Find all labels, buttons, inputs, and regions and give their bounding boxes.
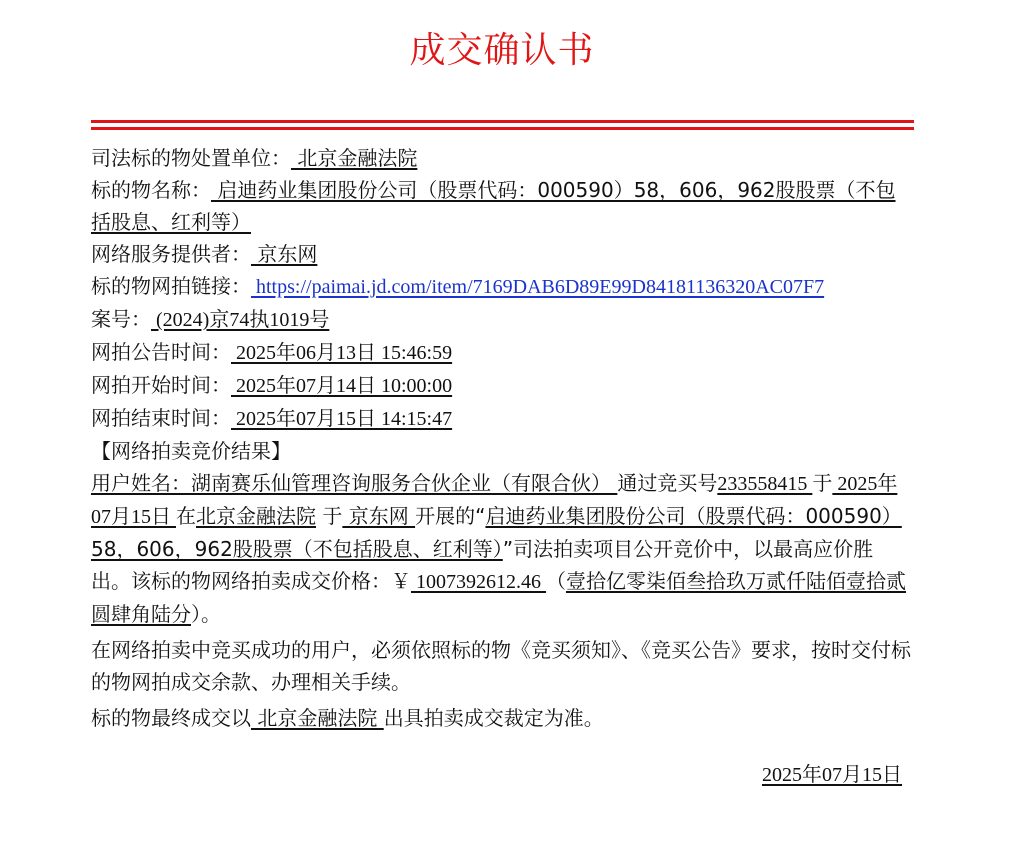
field-end-time — [91, 402, 911, 435]
result-text: 通过竞买号 — [617, 471, 718, 495]
field-value: 京东网 — [251, 242, 318, 266]
result-text: 在 — [176, 504, 196, 528]
field-value: 2025年07月14日 10:00:00 — [231, 375, 453, 397]
result-heading: 【网络拍卖竞价结果】 — [91, 439, 291, 463]
result-platform: 京东网 — [342, 504, 416, 528]
result-text: （ — [546, 569, 566, 593]
field-provider — [91, 238, 911, 270]
field-start-time — [91, 369, 911, 402]
result-paragraph — [91, 467, 911, 630]
result-text: 于 — [812, 471, 833, 495]
title-rule-top — [91, 120, 914, 123]
field-item-name — [91, 174, 911, 238]
notice-court: 北京金融法院 — [251, 706, 384, 730]
bid-number: 233558415 — [717, 473, 813, 495]
field-label: 标的物名称： — [91, 178, 211, 202]
result-text: ）。 — [191, 602, 221, 626]
result-court: 北京金融法院 — [196, 504, 316, 528]
field-label: 网络服务提供者： — [91, 242, 251, 266]
field-value: 北京金融法院 — [291, 146, 418, 170]
field-announce-time — [91, 336, 911, 369]
field-label: 网拍开始时间： — [91, 373, 231, 397]
result-text: 于 — [322, 504, 343, 528]
title-rule-bottom — [91, 127, 914, 130]
field-label: 司法标的物处置单位： — [91, 146, 291, 170]
result-item: 启迪药业集团股份公司（股票代码：000590）58，606，962股股票（不包括股息、红利等） — [91, 504, 902, 561]
final-notice — [91, 702, 911, 734]
field-label: 网拍结束时间： — [91, 406, 231, 430]
winner-name: 用户姓名：湖南赛乐仙管理咨询服务合伙企业（有限合伙） — [91, 471, 618, 495]
result-date: 2025年07月15日 — [91, 473, 898, 528]
field-value: 2025年06月13日 15:46:59 — [231, 342, 453, 364]
footer-date: 2025年07月15日 — [762, 764, 902, 786]
result-text: 开展的“ — [415, 504, 486, 528]
field-unit — [91, 142, 911, 174]
field-value: (2024)京74执1019号 — [151, 309, 330, 331]
field-value: 启迪药业集团股份公司（股票代码：000590）58，606，962股股票（不包括股息、红利等） — [91, 178, 896, 234]
notice-text: 出具拍卖成交裁定为准。 — [383, 706, 604, 730]
field-label: 标的物网拍链接： — [91, 274, 251, 298]
field-value: 2025年07月15日 14:15:47 — [231, 408, 453, 430]
field-label: 网拍公告时间： — [91, 340, 231, 364]
field-link — [91, 270, 911, 303]
deal-price: 1007392612.46 — [411, 571, 546, 593]
document-title: 成交确认书 — [409, 30, 595, 71]
notice-text: 标的物最终成交以 — [91, 706, 251, 730]
document-body — [91, 142, 911, 734]
notice-paragraph: 在网络拍卖中竞买成功的用户，必须依照标的物《竞买须知》、《竞买公告》要求，按时交付标的物网拍成交余款、办理相关手续。 — [91, 638, 911, 694]
field-label: 案号： — [91, 307, 151, 331]
result-text: ”司法拍卖项目公开竞价中，以最高应价胜出。该标的物网络拍卖成交价格：￥ — [91, 537, 874, 593]
deal-price-words: 壹拾亿零柒佰叁拾玖万贰仟陆佰壹拾贰圆肆角陆分 — [91, 569, 906, 626]
field-case — [91, 303, 911, 336]
auction-link[interactable]: https://paimai.jd.com/item/7169DAB6D89E99D84181136320AC07F7 — [251, 276, 825, 298]
